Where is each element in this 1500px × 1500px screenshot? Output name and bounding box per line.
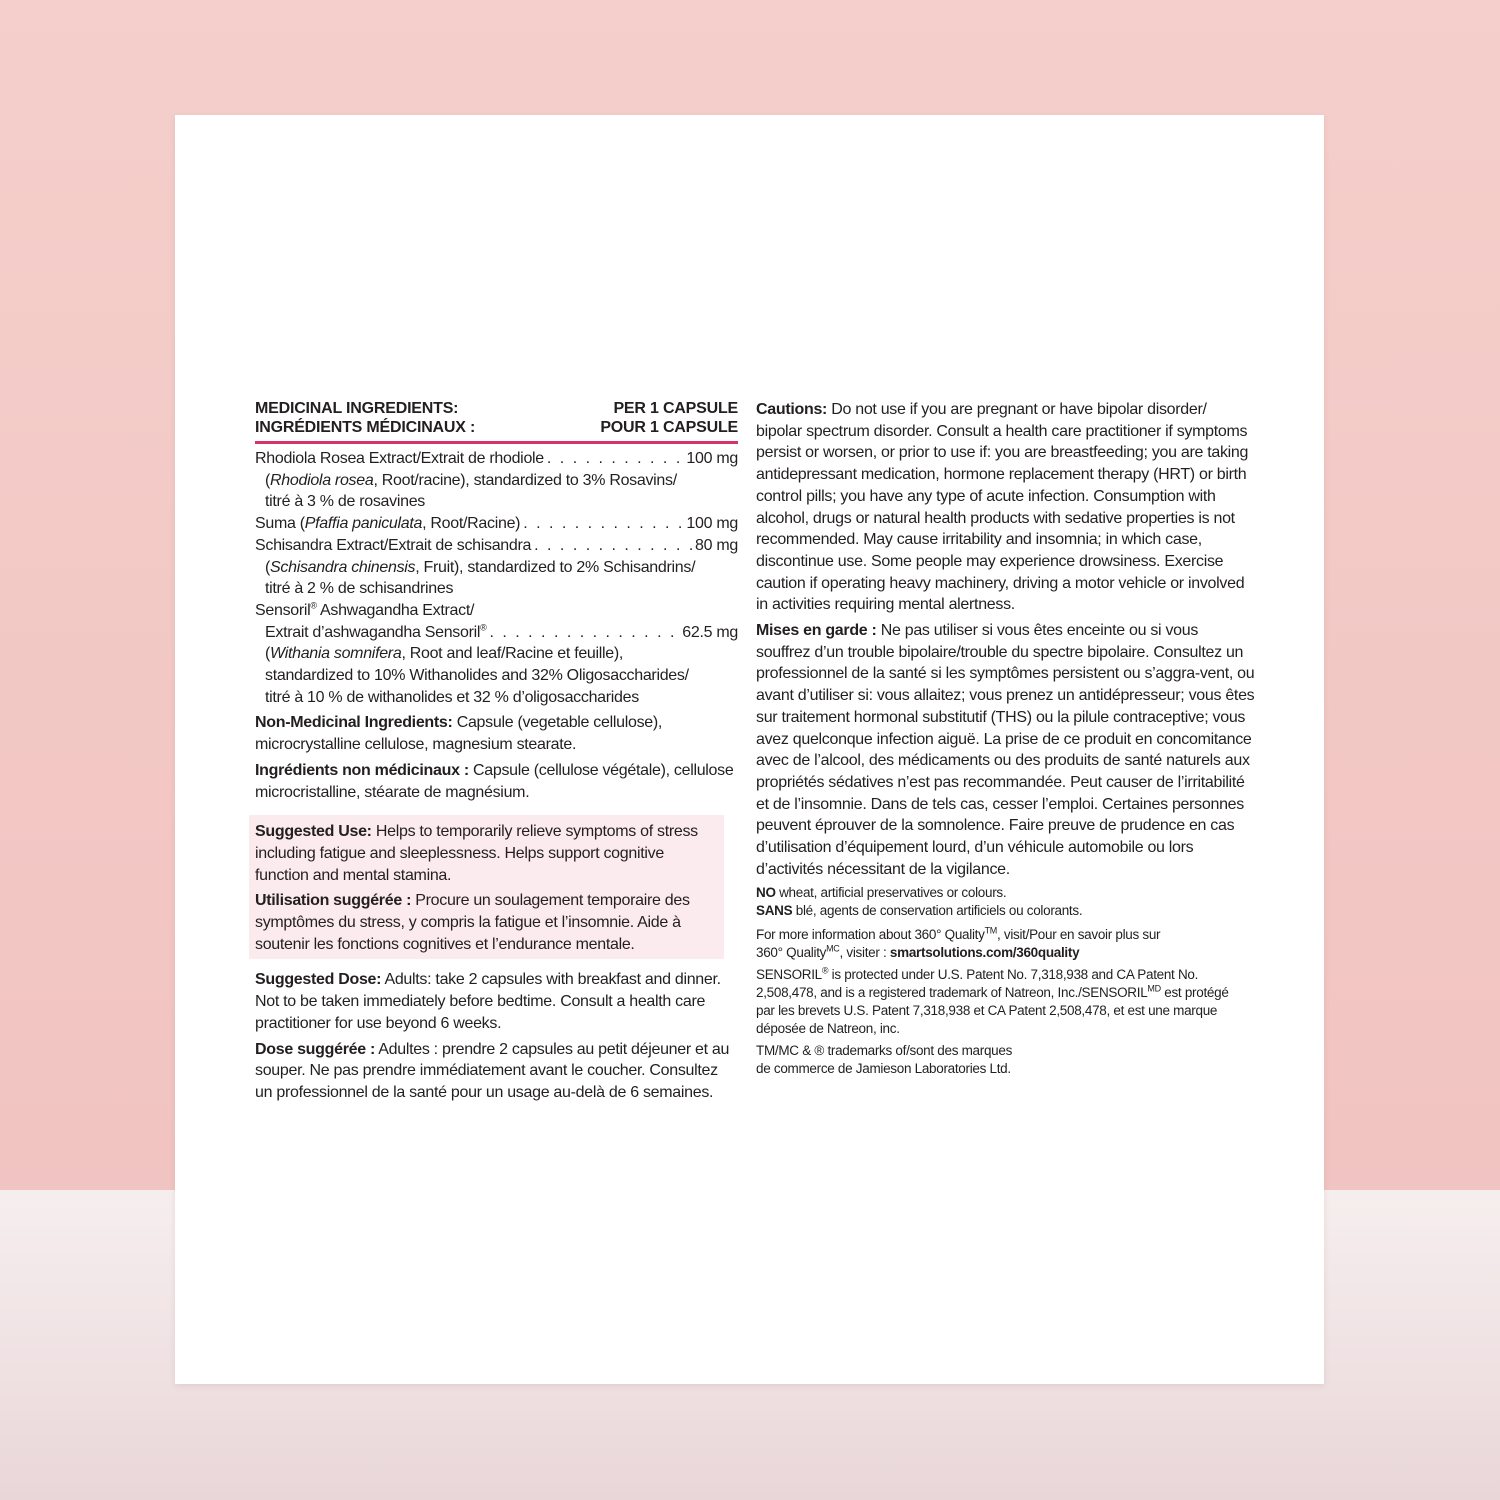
ingredient-name: Extrait d’ashwagandha Sensoril® [265, 622, 487, 641]
ingredient-amount: 100 mg [686, 515, 738, 533]
trademark-statement: TM/MC & ® trademarks of/sont des marques de commerce de Jamieson Laboratories Ltd. [756, 1043, 1013, 1077]
ingredient-name: Schisandra Extract/Extrait de schisandra [255, 536, 532, 554]
ingredient-row [255, 448, 738, 470]
dose-en: Suggested Dose: Adults: take 2 capsules with breakfast and dinner. Not to be taken immediately before bedtime. Consult a health care practitioner for use beyond 6 weeks. [255, 971, 721, 1032]
ingredient-name-line1: Sensoril® Ashwagandha Extract/ [255, 600, 475, 619]
quality-url: smartsolutions.com/360quality [889, 945, 1080, 961]
ingredient-detail-2: titré à 3 % de rosavines [265, 493, 425, 511]
detail-text: , Fruit), standardized to 2% Schisandrins/ [415, 558, 696, 576]
ingredient-name: Suma (Pfaffia paniculata, Root/Racine) [255, 515, 521, 533]
ingredient-detail: (Schisandra chinensis, Fruit), standardized to 2% Schisandrins/ [265, 558, 696, 576]
non-medicinal-en: Non-Medicinal Ingredients: Capsule (vegetable cellulose), microcrystalline cellulose, magnesium stearate. [255, 714, 663, 754]
header-right-en: PER 1 CAPSULE [613, 400, 738, 417]
detail-text: , Root/racine), standardized to 3% Rosavins/ [373, 471, 677, 489]
leader-dots [534, 535, 692, 557]
dose-fr: Dose suggérée : Adultes : prendre 2 capsules au petit déjeuner et au souper. Ne pas prendre immédiatement avant le coucher. Consultez un professionnel de la santé pour un usage au-delà de 6 semaines. [255, 1040, 730, 1101]
quality-info: For more information about 360° Quality™, visit/Pour en savoir plus sur 360° Quality$^{MC}$, visiter : smartsolutions.com/360quality [756, 925, 1161, 961]
ingredient-row [255, 535, 738, 557]
registered-mark: ® [480, 622, 487, 633]
detail-text: , Root and leaf/Racine et feuille), [401, 645, 624, 663]
ingredient-row [255, 513, 738, 535]
leader-dots [547, 448, 684, 470]
label-card [175, 115, 1324, 1384]
no-statement: NO wheat, artificial preservatives or colours. [756, 885, 1007, 901]
leader-dots [523, 513, 683, 535]
ingredient-name: Rhodiola Rosea Extract/Extrait de rhodiole [255, 450, 544, 467]
ingredient-row [255, 622, 738, 644]
sensoril-patent: SENSORIL® is protected under U.S. Patent No. 7,318,938 and CA Patent No. 2,508,478, and is a registered trademark of Natreon, $Inc./SENSORIL^{MD}$ est protégé par les brevets U.S. Patent 7,318,938 et CA Patent 2,508,478, et est une marque déposée de Natreon, inc. [756, 965, 1229, 1037]
ingredients-header [255, 399, 738, 437]
ingredient-amount: 80 mg [695, 536, 738, 554]
ingredient-list [255, 448, 738, 708]
registered-mark: ® [310, 600, 317, 611]
ingredient-amount: 100 mg [686, 450, 738, 467]
ingredient-detail: (Withania somnifera, Root and leaf/Racine et feuille), [265, 645, 624, 663]
cautions-en: Cautions: Do not use if you are pregnant or have bipolar disorder/ bipolar spectrum disorder. Consult a health care practitioner if symptoms persist or worsen, or prior to use if: you are breastfeeding; you are taking antidepressant medication, hormone replacement therapy (HRT) or birth control pills; you have any type of acute infection. Consumption with alcohol, drugs or natural health products with sedative properties is not recommended. May cause irritability and insomnia; in which case, discontinue use. Some people may experience drowsiness. Exercise caution if operating heavy machinery, driving a motor vehicle or involved in activities requiring mental alertness. [756, 401, 1249, 614]
latin-name: Withania somnifera [270, 645, 402, 663]
product-label [175, 115, 1324, 1384]
leader-dots [489, 622, 679, 644]
header-left-en: MEDICINAL INGREDIENTS: [255, 400, 459, 417]
suggested-use-box [249, 815, 724, 959]
ingredient-detail-2: standardized to 10% Withanolides and 32% Oligosaccharides/ [265, 667, 689, 685]
sans-statement: SANS blé, agents de conservation artificiels ou colorants. [756, 903, 1083, 919]
ingredient-amount: 62.5 mg [682, 623, 738, 641]
ingredient-detail-2: titré à 2 % de schisandrines [265, 580, 454, 598]
left-column [255, 399, 738, 1104]
ingredient-detail-3: titré à 10 % de withanolides et 32 % d’oligosaccharides [265, 688, 639, 706]
ingredient-detail: (Rhodiola rosea, Root/racine), standardized to 3% Rosavins/ [265, 471, 677, 489]
suggested-use-en: Suggested Use: Helps to temporarily relieve symptoms of stress including fatigue and sleeplessness. Helps support cognitive function and mental stamina. [255, 823, 698, 884]
right-column [756, 399, 1256, 1078]
latin-name: Pfaffia paniculata [304, 515, 423, 533]
latin-name: Rhodiola rosea [270, 471, 374, 489]
non-medicinal-fr: Ingrédients non médicinaux : Capsule (cellulose végétale), cellulose microcristalline, stéarate de magnésium. [255, 761, 734, 801]
suggested-use-fr: Utilisation suggérée : Procure un soulagement temporaire des symptômes du stress, y compris la fatigue et l’insomnie. Aide à soutenir les fonctions cognitives et l’endurance mentale. [255, 892, 690, 953]
header-rule [255, 441, 738, 444]
cautions-fr: Mises en garde : Ne pas utiliser si vous êtes enceinte ou si vous souffrez d’un trouble bipolaire/trouble du spectre bipolaire. Consultez un professionnel de la santé si les symptômes persistent ou s’aggra-vent, ou avant d’utiliser si: vous allaitez; vous prenez un antidépresseur; vous êtes sur traitement hormonal substitutif (THS) ou la pilule contraceptive; vous avez quelconque infection aiguë. La prise de ce produit en concomitance avec de l’alcool, des médicaments ou des produits de santé naturels aux propriétés sédatives n’est pas recommandée. Peut causer de l’irritabilité et de l’insomnie. Dans de tels cas, cesser l’emploi. Certaines personnes peuvent éprouver de la somnolence. Faire preuve de prudence en cas d’utilisation d’équipement lourd, d’un véhicule automobile ou lors d’activités nécessitant de la vigilance. [756, 622, 1255, 878]
header-right-fr: POUR 1 CAPSULE [600, 419, 738, 436]
latin-name: Schisandra chinensis [270, 558, 416, 576]
header-left-fr: INGRÉDIENTS MÉDICINAUX : [255, 419, 476, 436]
